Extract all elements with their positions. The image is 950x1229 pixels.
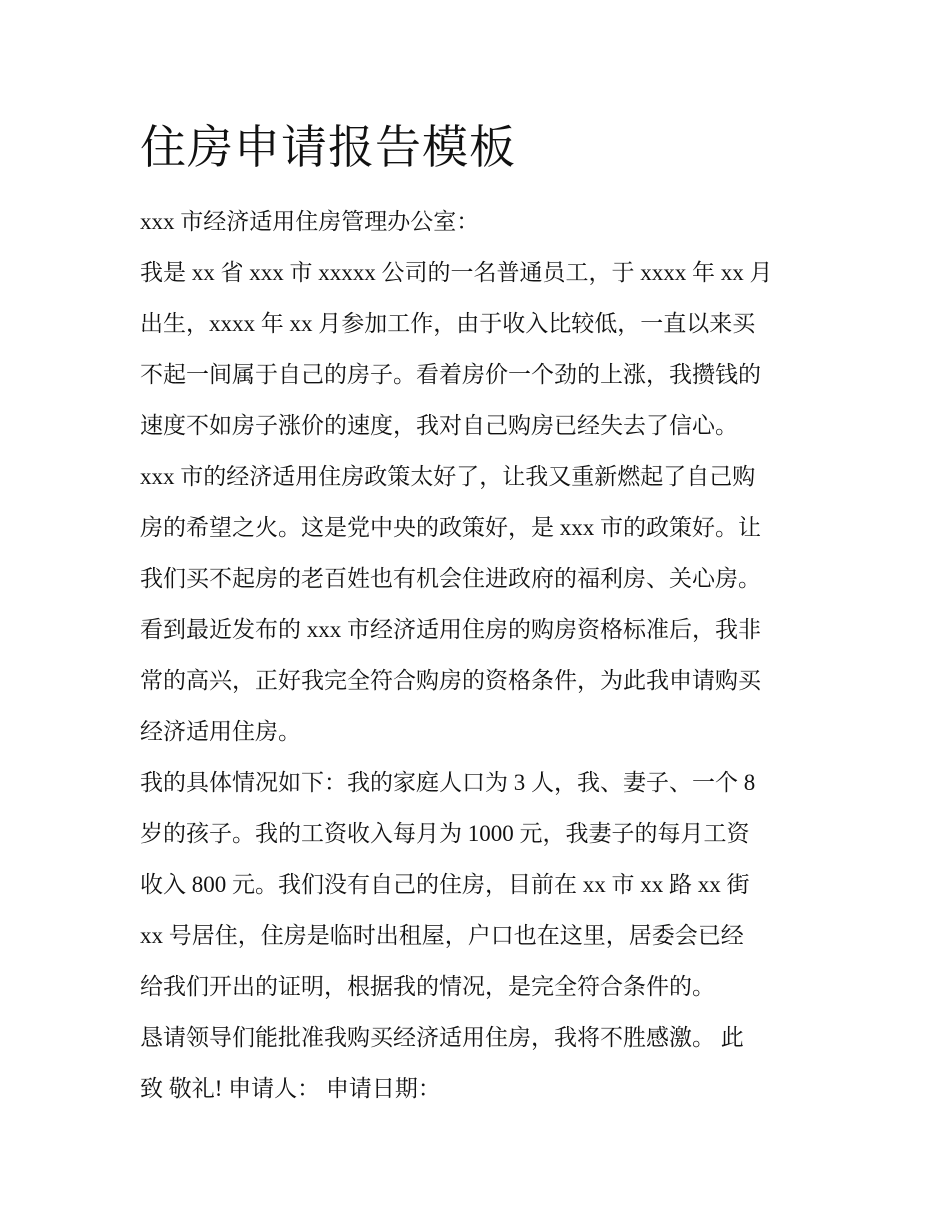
- text-line: 房的希望之火。这是党中央的政策好，是 xxx 市的政策好。让: [140, 515, 761, 540]
- text-line: 我们买不起房的老百姓也有机会住进政府的福利房、关心房。: [140, 566, 761, 591]
- text-line: 收入 800 元。我们没有自己的住房，目前在 xx 市 xx 路 xx 街: [140, 872, 750, 897]
- text-line: xxx 市经济适用住房管理办公室：: [140, 209, 480, 234]
- text-line: 常的高兴，正好我完全符合购房的资格条件，为此我申请购买: [140, 668, 761, 693]
- text-line: xx 号居住，住房是临时出租屋，户口也在这里，居委会已经: [140, 923, 744, 948]
- text-line: 经济适用住房。: [140, 719, 301, 744]
- text-line: 看到最近发布的 xxx 市经济适用住房的购房资格标准后，我非: [140, 617, 761, 642]
- text-line: 恳请领导们能批准我购买经济适用住房，我将不胜感激。 此: [140, 1025, 744, 1050]
- text-line: 致 敬礼! 申请人： 申请日期：: [140, 1076, 441, 1101]
- document-title: 住房申请报告模板: [140, 120, 516, 174]
- text-line: 岁的孩子。我的工资收入每月为 1000 元，我妻子的每月工资: [140, 821, 750, 846]
- text-line: 速度不如房子涨价的速度，我对自己购房已经失去了信心。: [140, 413, 738, 438]
- text-line: 我是 xx 省 xxx 市 xxxxx 公司的一名普通员工，于 xxxx 年 xx 月: [140, 260, 773, 285]
- text-line: 不起一间属于自己的房子。看着房价一个劲的上涨，我攒钱的: [140, 362, 761, 387]
- text-line: 出生，xxxx 年 xx 月参加工作，由于收入比较低，一直以来买: [140, 311, 756, 336]
- text-line: 给我们开出的证明，根据我的情况，是完全符合条件的。: [140, 974, 715, 999]
- text-line: 我的具体情况如下：我的家庭人口为 3 人，我、妻子、一个 8: [140, 770, 756, 795]
- text-line: xxx 市的经济适用住房政策太好了，让我又重新燃起了自己购: [140, 464, 756, 489]
